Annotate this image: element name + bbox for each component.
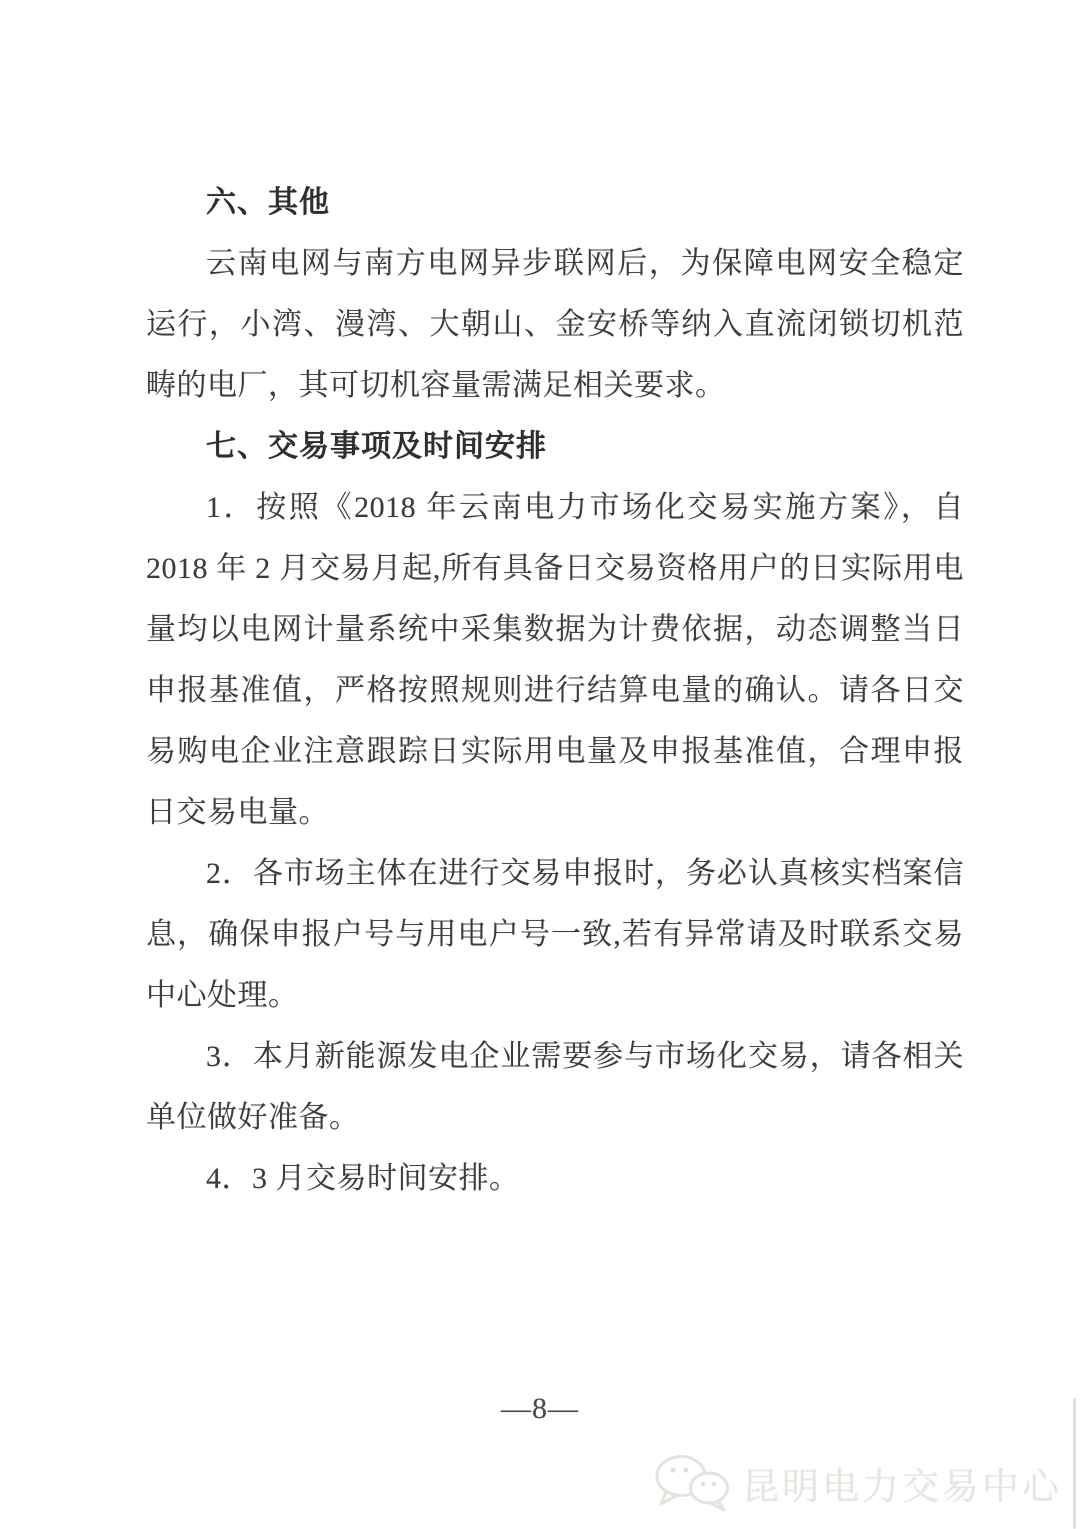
wechat-icon [654,1452,732,1514]
section-heading-trading-schedule: 七、交易事项及时间安排 [206,430,547,463]
watermark-label: 昆明电力交易中心 [742,1466,1062,1507]
footer-watermark [654,1452,1062,1514]
paragraph-item-3: 3．本月新能源发电企业需要参与市场化交易，请各相关单位做好准备。 [146,1040,964,1134]
paragraph-item-4: 4．3 月交易时间安排。 [206,1162,520,1195]
document-body [146,172,964,1209]
paragraph-item-2: 2．各市场主体在进行交易申报时，务必认真核实档案信息，确保申报户号与用电户号一致,若有异常请及时联系交易中心处理。 [146,857,964,1012]
scan-artifact-line [1073,1398,1076,1529]
page-number: —8— [501,1392,579,1425]
section-heading-other: 六、其他 [206,186,330,219]
paragraph-grid-safety: 云南电网与南方电网异步联网后，为保障电网安全稳定运行，小湾、漫湾、大朝山、金安桥等纳入直流闭锁切机范畴的电厂，其可切机容量需满足相关要求。 [146,247,964,402]
paragraph-item-1: 1．按照《2018 年云南电力市场化交易实施方案》，自 2018 年 2 月交易月起,所有具备日交易资格用户的日实际用电量均以电网计量系统中采集数据为计费依据，动态调整当日申报基准值，严格按照规则进行结算电量的确认。请各日交易购电企业注意跟踪日实际用电量及申报基准值，合理申报日交易电量。 [146,491,964,829]
